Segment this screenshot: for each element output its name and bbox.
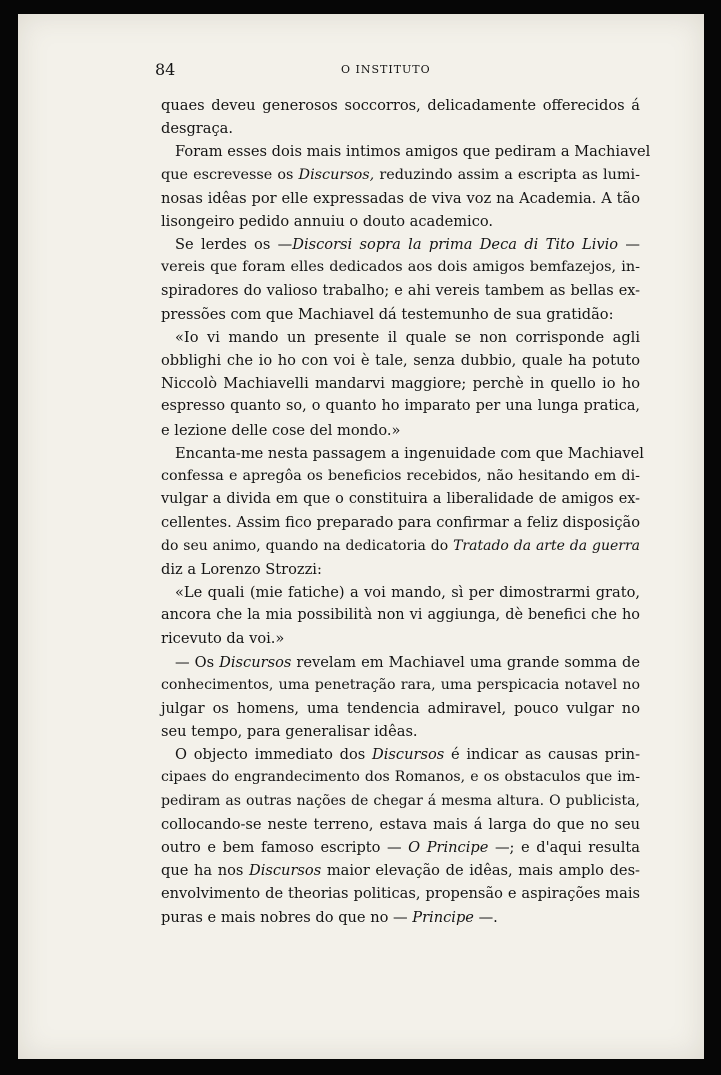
text-line (161, 859, 640, 882)
text-line: envolvimento de theorias politicas, propensão e aspirações mais (161, 885, 640, 903)
body-text (161, 94, 651, 929)
text-line (161, 164, 640, 187)
text-line: pressões com que Machiavel dá testemunho de sua gratidão: (161, 305, 614, 323)
text-line (161, 651, 640, 674)
text-line: cipaes do engrandecimento dos Romanos, e os obstaculos que im- (161, 769, 640, 786)
text-line: vereis que foram elles dedicados aos dois amigos bemfazejos, in- (161, 259, 640, 276)
text-line: espresso quanto so, o quanto ho imparato per una lunga pratica, (161, 398, 640, 415)
text-segment: O objecto immediato dos (175, 746, 373, 764)
text-segment: —; e d'aqui resulta (488, 839, 640, 856)
text-segment: do seu animo, quando na dedicatoria do (161, 537, 454, 554)
text-line: desgraça. (161, 120, 233, 138)
text-line: e lezione delle cose del mondo.» (161, 421, 401, 439)
text-segment: — (618, 236, 641, 254)
text-line: quaes deveu generosos soccorros, delicadamente offerecidos á (161, 97, 640, 114)
text-segment: Se lerdes os — (175, 236, 293, 254)
text-line: julgar os homens, uma tendencia admiravel, pouco vulgar no (161, 699, 640, 717)
italic-title: Tratado da arte da guerra (453, 537, 640, 554)
text-line: pediram as outras nações de chegar á mesma altura. O publicista, (161, 792, 640, 809)
page-number: 84 (155, 60, 176, 79)
text-segment: —. (473, 908, 498, 926)
text-line (161, 233, 640, 256)
text-line: «Le quali (mie fatiche) a voi mando, sì per dimostrarmi grato, (175, 583, 640, 601)
italic-title: Discursos (372, 746, 445, 764)
italic-title: Discursos (219, 653, 292, 671)
text-line: seu tempo, para generalisar idêas. (161, 723, 418, 741)
text-line: Encanta-me nesta passagem a ingenuidade com que Machiavel (175, 444, 644, 462)
text-line: diz a Lorenzo Strozzi: (161, 560, 322, 578)
text-line (161, 535, 640, 558)
text-segment: — Os (175, 653, 220, 671)
text-line (161, 836, 640, 859)
text-segment: puras e mais nobres do que no — (161, 908, 413, 926)
text-line: spiradores do valioso trabalho; e ahi vereis tambem as bellas ex- (161, 282, 640, 299)
text-line: ancora che la mia possibilità non vi aggiunga, dè benefici che ho (161, 607, 640, 624)
text-line: ricevuto da voi.» (161, 630, 285, 648)
text-segment: que escrevesse os (161, 166, 299, 183)
text-line: confessa e apregôa os beneficios recebidos, não hesitando em di- (161, 468, 640, 484)
text-line: «Io vi mando un presente il quale se non corrisponde agli (175, 328, 640, 346)
text-line (161, 906, 640, 929)
text-line: collocando-se neste terreno, estava mais á larga do que no seu (161, 815, 640, 833)
text-segment: é indicar as causas prin- (444, 746, 640, 764)
italic-title: Discursos (249, 862, 322, 880)
text-segment: que ha nos (161, 862, 250, 880)
text-line: conhecimentos, uma penetração rara, uma perspicacia notavel no (161, 676, 640, 693)
italic-title: O Principe (408, 839, 489, 856)
text-line: Niccolò Machiavelli mandarvi maggiore; perchè in quello io ho (161, 375, 640, 393)
page-header (155, 60, 641, 80)
text-line: obblighi che io ho con voi è tale, senza dubbio, quale ha potuto (161, 352, 640, 370)
text-segment: revelam em Machiavel uma grande somma de (291, 653, 641, 671)
text-segment: maior elevação de idêas, mais amplo des- (321, 862, 640, 880)
text-line: nosas idêas por elle expressadas de viva voz na Academia. A tão (161, 189, 640, 207)
text-line: cellentes. Assim fico preparado para confirmar a feliz disposição (161, 514, 640, 532)
text-line: vulgar a divida em que o constituira a liberalidade de amigos ex- (161, 491, 640, 508)
text-segment: reduzindo assim a escripta as lumi- (374, 166, 640, 183)
italic-title: Principe (412, 908, 474, 926)
running-title: O INSTITUTO (341, 63, 431, 76)
text-line (161, 743, 640, 766)
italic-title: Discursos, (298, 166, 375, 183)
italic-title: Discorsi sopra la prima Deca di Tito Livio (292, 236, 619, 254)
text-line: Foram esses dois mais intimos amigos que pediram a Machiavel (175, 143, 651, 161)
text-segment: outro e bem famoso escripto — (161, 839, 409, 856)
text-line: lisongeiro pedido annuiu o douto academico. (161, 212, 494, 230)
